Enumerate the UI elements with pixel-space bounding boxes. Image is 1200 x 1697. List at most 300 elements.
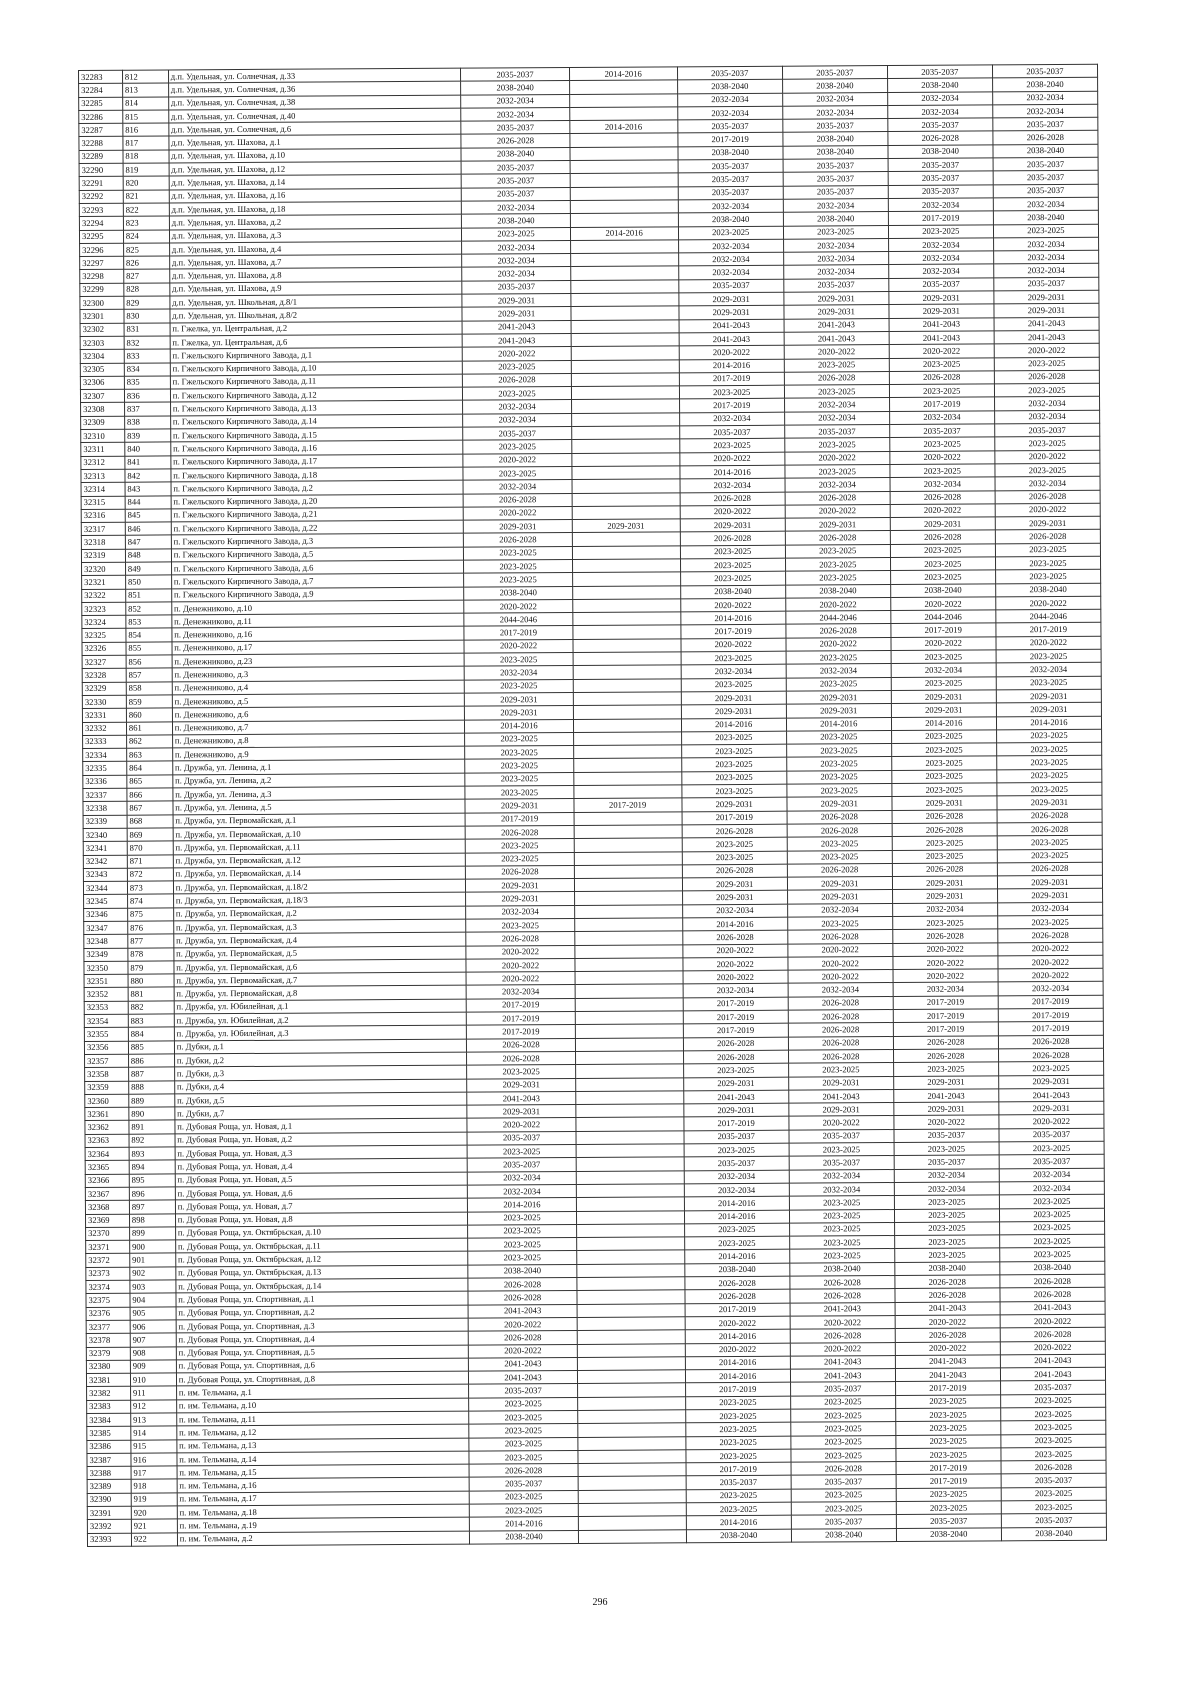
address-cell: п. Дубовая Роща, ул. Октябрьская, д.10 (175, 1225, 468, 1240)
year-period-3-cell: 2035-2037 (684, 1157, 789, 1171)
year-period-1-cell: 2032-2034 (465, 666, 573, 680)
year-period-2-cell (572, 625, 680, 639)
year-period-4-cell: 2041-2043 (790, 1302, 895, 1316)
year-period-2-cell (575, 1091, 683, 1105)
year-period-6-cell: 2032-2034 (993, 104, 1098, 118)
address-cell: п. Дружба, ул. Первомайская, д.5 (174, 946, 467, 961)
year-period-3-cell: 2038-2040 (678, 146, 783, 160)
year-period-3-cell: 2029-2031 (684, 1103, 789, 1117)
year-period-4-cell: 2020-2022 (790, 1342, 895, 1356)
year-period-2-cell (576, 1131, 684, 1145)
year-period-6-cell: 2023-2025 (994, 357, 1099, 371)
year-period-5-cell: 2023-2025 (891, 743, 996, 757)
year-period-6-cell: 2038-2040 (995, 583, 1100, 597)
year-period-6-cell: 2023-2025 (1001, 1421, 1106, 1435)
year-period-6-cell: 2035-2037 (1001, 1474, 1106, 1488)
registry-id-cell: 32355 (84, 1028, 128, 1042)
address-cell: д.п. Удельная, ул. Солнечная, д.36 (168, 81, 461, 96)
year-period-2-cell: 2017-2019 (574, 798, 682, 812)
item-number-cell: 909 (130, 1360, 176, 1374)
address-cell: п. Гжельского Кирпичного Завода, д.5 (171, 547, 464, 562)
year-period-6-cell: 2041-2043 (1000, 1354, 1105, 1368)
item-number-cell: 829 (124, 296, 170, 310)
year-period-3-cell: 2017-2019 (683, 1024, 788, 1038)
year-period-3-cell: 2017-2019 (678, 133, 783, 147)
year-period-4-cell: 2026-2028 (785, 531, 890, 545)
year-period-5-cell: 2032-2034 (888, 198, 993, 212)
year-period-5-cell: 2038-2040 (895, 1262, 1000, 1276)
item-number-cell: 901 (130, 1253, 176, 1267)
year-period-4-cell: 2023-2025 (791, 1448, 896, 1462)
year-period-3-cell: 2032-2034 (683, 984, 788, 998)
address-cell: п. Гжельского Кирпичного Завода, д.20 (171, 494, 464, 509)
year-period-6-cell: 2026-2028 (997, 862, 1102, 876)
year-period-6-cell: 2023-2025 (998, 915, 1103, 929)
year-period-4-cell: 2020-2022 (788, 956, 893, 970)
address-cell: п. Дружба, ул. Юбилейная, д.1 (174, 999, 467, 1014)
year-period-6-cell: 2026-2028 (1000, 1327, 1105, 1341)
year-period-3-cell: 2026-2028 (683, 1050, 788, 1064)
address-cell: д.п. Удельная, ул. Шахова, д.9 (170, 281, 463, 296)
year-period-2-cell (571, 373, 679, 387)
year-period-1-cell: 2026-2028 (470, 1464, 578, 1478)
year-period-2-cell (576, 1170, 684, 1184)
year-period-5-cell: 2023-2025 (894, 1142, 999, 1156)
year-period-2-cell (573, 718, 681, 732)
address-cell: п. Дружба, ул. Первомайская, д.4 (174, 932, 467, 947)
year-period-3-cell: 2017-2019 (683, 1010, 788, 1024)
address-cell: п. Денежниково, д.6 (172, 706, 465, 721)
year-period-2-cell (573, 665, 681, 679)
item-number-cell: 888 (129, 1080, 175, 1094)
year-period-1-cell: 2029-2031 (466, 892, 574, 906)
year-period-2-cell (577, 1397, 685, 1411)
year-period-5-cell: 2029-2031 (894, 1102, 999, 1116)
year-period-4-cell: 2020-2022 (785, 504, 890, 518)
year-period-6-cell: 2023-2025 (997, 782, 1102, 796)
year-period-6-cell: 2020-2022 (995, 503, 1100, 517)
year-period-4-cell: 2035-2037 (789, 1156, 894, 1170)
year-period-4-cell: 2023-2025 (787, 837, 892, 851)
registry-id-cell: 32338 (83, 802, 127, 816)
address-cell: п. Дубовая Роща, ул. Спортивная, д.3 (176, 1318, 469, 1333)
year-period-3-cell: 2017-2019 (686, 1462, 791, 1476)
year-period-2-cell (571, 452, 679, 466)
year-period-6-cell: 2023-2025 (995, 463, 1100, 477)
address-cell: п. Дружба, ул. Ленина, д.2 (173, 773, 466, 788)
year-period-5-cell: 2014-2016 (891, 716, 996, 730)
year-period-1-cell: 2038-2040 (470, 1530, 578, 1544)
year-period-2-cell (576, 1184, 684, 1198)
year-period-2-cell: 2014-2016 (569, 67, 677, 81)
year-period-6-cell: 2026-2028 (998, 929, 1103, 943)
registry-id-cell: 32334 (83, 748, 127, 762)
year-period-4-cell: 2029-2031 (789, 1103, 894, 1117)
year-period-6-cell: 2020-2022 (995, 450, 1100, 464)
year-period-2-cell (573, 745, 681, 759)
year-period-1-cell: 2023-2025 (468, 1224, 576, 1238)
year-period-6-cell: 2023-2025 (1001, 1500, 1106, 1514)
year-period-6-cell: 2029-2031 (997, 875, 1102, 889)
year-period-5-cell: 2023-2025 (896, 1448, 1001, 1462)
year-period-2-cell (574, 931, 682, 945)
year-period-5-cell: 2023-2025 (888, 224, 993, 238)
year-period-5-cell: 2023-2025 (893, 1062, 998, 1076)
address-cell: п. Гжельского Кирпичного Завода, д.15 (170, 427, 463, 442)
address-cell: п. Дубовая Роща, ул. Октябрьская, д.12 (175, 1252, 468, 1267)
year-period-1-cell: 2014-2016 (465, 719, 573, 733)
item-number-cell: 857 (126, 668, 172, 682)
year-period-1-cell: 2026-2028 (466, 825, 574, 839)
address-cell: п. Гжельского Кирпичного Завода, д.13 (170, 401, 463, 416)
registry-id-cell: 32318 (81, 536, 125, 550)
year-period-2-cell: 2014-2016 (570, 226, 678, 240)
year-period-6-cell: 2035-2037 (993, 157, 1098, 171)
year-period-2-cell (570, 293, 678, 307)
year-period-6-cell: 2023-2025 (997, 835, 1102, 849)
year-period-4-cell: 2026-2028 (788, 1050, 893, 1064)
registry-id-cell: 32294 (79, 216, 123, 230)
year-period-3-cell: 2014-2016 (685, 1356, 790, 1370)
year-period-5-cell: 2029-2031 (891, 690, 996, 704)
address-cell: п. Дубки, д.4 (174, 1079, 467, 1094)
year-period-4-cell: 2023-2025 (787, 917, 892, 931)
registry-id-cell: 32376 (86, 1307, 130, 1321)
year-period-4-cell: 2029-2031 (787, 890, 892, 904)
year-period-5-cell: 2023-2025 (894, 1208, 999, 1222)
item-number-cell: 881 (128, 987, 174, 1001)
item-number-cell: 846 (125, 522, 171, 536)
year-period-2-cell (574, 905, 682, 919)
year-period-6-cell: 2023-2025 (996, 676, 1101, 690)
year-period-6-cell: 2041-2043 (1000, 1301, 1105, 1315)
registry-id-cell: 32363 (85, 1134, 129, 1148)
year-period-4-cell: 2023-2025 (786, 651, 891, 665)
registry-id-cell: 32315 (81, 496, 125, 510)
year-period-3-cell: 2023-2025 (680, 558, 785, 572)
year-period-4-cell: 2026-2028 (790, 1329, 895, 1343)
registry-id-cell: 32385 (87, 1426, 131, 1440)
year-period-3-cell: 2017-2019 (682, 811, 787, 825)
year-period-5-cell: 2032-2034 (893, 982, 998, 996)
year-period-4-cell: 2035-2037 (784, 425, 889, 439)
registry-id-cell: 32387 (87, 1453, 131, 1467)
year-period-6-cell: 2032-2034 (993, 250, 1098, 264)
year-period-4-cell: 2026-2028 (784, 371, 889, 385)
address-cell: п. Дубки, д.3 (174, 1065, 467, 1080)
item-number-cell: 877 (128, 934, 174, 948)
address-cell: п. Дубовая Роща, ул. Спортивная, д.8 (176, 1371, 469, 1386)
year-period-4-cell: 2026-2028 (786, 624, 891, 638)
year-period-2-cell (578, 1529, 686, 1543)
year-period-6-cell: 2020-2022 (1000, 1341, 1105, 1355)
year-period-2-cell (569, 107, 677, 121)
year-period-5-cell: 2035-2037 (888, 171, 993, 185)
address-cell: д.п. Удельная, ул. Шахова, д.14 (169, 175, 462, 190)
registry-id-cell: 32343 (83, 868, 127, 882)
year-period-2-cell (573, 758, 681, 772)
registry-id-cell: 32341 (83, 841, 127, 855)
year-period-1-cell: 2023-2025 (463, 360, 571, 374)
year-period-5-cell: 2029-2031 (893, 1075, 998, 1089)
year-period-1-cell: 2041-2043 (467, 1091, 575, 1105)
year-period-2-cell (577, 1357, 685, 1371)
year-period-1-cell: 2032-2034 (467, 985, 575, 999)
item-number-cell: 921 (131, 1519, 177, 1533)
year-period-1-cell: 2020-2022 (466, 958, 574, 972)
year-period-5-cell: 2029-2031 (892, 876, 997, 890)
year-period-2-cell (571, 426, 679, 440)
address-cell: п. им. Тельмана, д.12 (177, 1424, 470, 1439)
year-period-4-cell: 2020-2022 (789, 1116, 894, 1130)
year-period-1-cell: 2041-2043 (469, 1371, 577, 1385)
year-period-5-cell: 2038-2040 (896, 1528, 1001, 1542)
year-period-3-cell: 2017-2019 (679, 399, 784, 413)
year-period-3-cell: 2035-2037 (678, 173, 783, 187)
registry-id-cell: 32359 (85, 1081, 129, 1095)
year-period-4-cell: 2029-2031 (786, 704, 891, 718)
item-number-cell: 894 (129, 1160, 175, 1174)
year-period-2-cell (578, 1463, 686, 1477)
year-period-4-cell: 2023-2025 (791, 1488, 896, 1502)
item-number-cell: 838 (124, 416, 170, 430)
year-period-6-cell: 2023-2025 (997, 769, 1102, 783)
registry-id-cell: 32300 (80, 296, 124, 310)
year-period-4-cell: 2020-2022 (785, 451, 890, 465)
item-number-cell: 918 (131, 1479, 177, 1493)
address-cell: д.п. Удельная, ул. Шахова, д.16 (169, 188, 462, 203)
year-period-6-cell: 2023-2025 (999, 1141, 1104, 1155)
year-period-5-cell: 2029-2031 (891, 703, 996, 717)
registry-id-cell: 32393 (87, 1533, 131, 1547)
year-period-6-cell: 2020-2022 (994, 344, 1099, 358)
item-number-cell: 824 (123, 230, 169, 244)
year-period-1-cell: 2029-2031 (467, 1105, 575, 1119)
registry-id-cell: 32310 (81, 429, 125, 443)
year-period-2-cell (575, 1024, 683, 1038)
year-period-5-cell: 2029-2031 (889, 291, 994, 305)
address-cell: п. им. Тельмана, д.18 (177, 1504, 470, 1519)
year-period-2-cell (577, 1303, 685, 1317)
year-period-6-cell: 2038-2040 (993, 144, 1098, 158)
year-period-3-cell: 2020-2022 (683, 944, 788, 958)
year-period-6-cell: 2023-2025 (1001, 1487, 1106, 1501)
year-period-5-cell: 2023-2025 (889, 384, 994, 398)
item-number-cell: 836 (124, 389, 170, 403)
year-period-5-cell: 2026-2028 (890, 530, 995, 544)
registry-id-cell: 32309 (81, 416, 125, 430)
year-period-2-cell (570, 266, 678, 280)
item-number-cell: 880 (128, 974, 174, 988)
year-period-4-cell: 2032-2034 (783, 238, 888, 252)
year-period-2-cell (573, 639, 681, 653)
year-period-1-cell: 2032-2034 (461, 107, 569, 121)
year-period-3-cell: 2017-2019 (679, 372, 784, 386)
year-period-1-cell: 2023-2025 (463, 466, 571, 480)
item-number-cell: 895 (129, 1174, 175, 1188)
year-period-4-cell: 2026-2028 (790, 1289, 895, 1303)
year-period-3-cell: 2023-2025 (679, 385, 784, 399)
year-period-2-cell (575, 1064, 683, 1078)
year-period-2-cell (572, 479, 680, 493)
registry-body (79, 64, 1107, 1546)
year-period-4-cell: 2032-2034 (789, 1182, 894, 1196)
housing-registry-table (78, 64, 1107, 1547)
year-period-4-cell: 2023-2025 (790, 1409, 895, 1423)
year-period-2-cell (577, 1290, 685, 1304)
year-period-3-cell: 2014-2016 (681, 611, 786, 625)
year-period-4-cell: 2029-2031 (784, 292, 889, 306)
year-period-4-cell: 2023-2025 (790, 1395, 895, 1409)
item-number-cell: 826 (123, 256, 169, 270)
registry-id-cell: 32317 (81, 522, 125, 536)
year-period-3-cell: 2020-2022 (683, 957, 788, 971)
year-period-3-cell: 2023-2025 (680, 571, 785, 585)
year-period-3-cell: 2026-2028 (682, 864, 787, 878)
address-cell: п. Гжелка, ул. Центральная, д.2 (170, 321, 463, 336)
year-period-2-cell (573, 785, 681, 799)
address-cell: п. Дубки, д.7 (175, 1105, 468, 1120)
year-period-6-cell: 2026-2028 (998, 1048, 1103, 1062)
year-period-6-cell: 2044-2046 (996, 609, 1101, 623)
year-period-4-cell: 2035-2037 (782, 66, 887, 80)
year-period-3-cell: 2023-2025 (681, 771, 786, 785)
year-period-1-cell: 2026-2028 (467, 1051, 575, 1065)
year-period-5-cell: 2032-2034 (888, 238, 993, 252)
year-period-6-cell: 2029-2031 (995, 516, 1100, 530)
item-number-cell: 848 (125, 549, 171, 563)
year-period-5-cell: 2041-2043 (889, 331, 994, 345)
year-period-1-cell: 2026-2028 (464, 493, 572, 507)
year-period-5-cell: 2041-2043 (895, 1355, 1000, 1369)
year-period-1-cell: 2023-2025 (470, 1504, 578, 1518)
year-period-2-cell (569, 80, 677, 94)
year-period-2-cell (572, 492, 680, 506)
year-period-2-cell (571, 399, 679, 413)
year-period-3-cell: 2032-2034 (681, 665, 786, 679)
address-cell: п. Денежниково, д.8 (172, 733, 465, 748)
registry-id-cell: 32330 (82, 695, 126, 709)
item-number-cell: 902 (130, 1267, 176, 1281)
year-period-4-cell: 2041-2043 (790, 1355, 895, 1369)
year-period-2-cell (577, 1370, 685, 1384)
registry-id-cell: 32367 (85, 1187, 129, 1201)
year-period-2-cell (575, 1037, 683, 1051)
registry-id-cell: 32351 (84, 974, 128, 988)
year-period-6-cell: 2023-2025 (994, 383, 1099, 397)
registry-id-cell: 32333 (83, 735, 127, 749)
registry-id-cell: 32335 (83, 762, 127, 776)
registry-id-cell: 32365 (85, 1161, 129, 1175)
year-period-1-cell: 2023-2025 (463, 440, 571, 454)
year-period-4-cell: 2023-2025 (791, 1502, 896, 1516)
year-period-6-cell: 2020-2022 (996, 636, 1101, 650)
year-period-4-cell: 2032-2034 (783, 265, 888, 279)
year-period-5-cell: 2041-2043 (894, 1089, 999, 1103)
year-period-3-cell: 2023-2025 (685, 1409, 790, 1423)
year-period-1-cell: 2029-2031 (467, 1078, 575, 1092)
year-period-4-cell: 2032-2034 (782, 92, 887, 106)
year-period-4-cell: 2023-2025 (789, 1143, 894, 1157)
year-period-6-cell: 2023-2025 (997, 756, 1102, 770)
registry-id-cell: 32353 (84, 1001, 128, 1015)
year-period-1-cell: 2026-2028 (468, 1291, 576, 1305)
year-period-3-cell: 2026-2028 (682, 824, 787, 838)
address-cell: п. Дубовая Роща, ул. Октябрьская, д.13 (176, 1265, 469, 1280)
address-cell: п. Денежниково, д.3 (172, 667, 465, 682)
address-cell: п. Дружба, ул. Первомайская, д.3 (173, 919, 466, 934)
registry-id-cell: 32344 (83, 881, 127, 895)
year-period-5-cell: 2035-2037 (888, 118, 993, 132)
year-period-4-cell: 2023-2025 (785, 438, 890, 452)
registry-id-cell: 32382 (87, 1387, 131, 1401)
registry-id-cell: 32285 (79, 97, 123, 111)
year-period-1-cell: 2041-2043 (469, 1357, 577, 1371)
registry-id-cell: 32360 (85, 1094, 129, 1108)
registry-id-cell: 32332 (82, 722, 126, 736)
year-period-5-cell: 2032-2034 (894, 1169, 999, 1183)
registry-id-cell: 32368 (85, 1200, 129, 1214)
item-number-cell: 813 (122, 83, 168, 97)
year-period-5-cell: 2017-2019 (891, 623, 996, 637)
registry-id-cell: 32377 (86, 1320, 130, 1334)
item-number-cell: 823 (123, 216, 169, 230)
address-cell: п. Гжельского Кирпичного Завода, д.3 (171, 534, 464, 549)
year-period-6-cell: 2032-2034 (992, 91, 1097, 105)
year-period-2-cell (577, 1343, 685, 1357)
year-period-1-cell: 2023-2025 (469, 1437, 577, 1451)
year-period-6-cell: 2041-2043 (1000, 1367, 1105, 1381)
year-period-2-cell (576, 1197, 684, 1211)
registry-id-cell: 32392 (87, 1520, 131, 1534)
address-cell: п. Дружба, ул. Первомайская, д.8 (174, 986, 467, 1001)
address-cell: п. Дружба, ул. Первомайская, д.7 (174, 972, 467, 987)
year-period-2-cell (569, 133, 677, 147)
year-period-3-cell: 2020-2022 (685, 1316, 790, 1330)
registry-id-cell: 32292 (79, 190, 123, 204)
year-period-5-cell: 2026-2028 (893, 1049, 998, 1063)
year-period-6-cell: 2026-2028 (995, 490, 1100, 504)
item-number-cell: 917 (131, 1466, 177, 1480)
year-period-6-cell: 2017-2019 (998, 1008, 1103, 1022)
item-number-cell: 897 (129, 1200, 175, 1214)
address-cell: п. Денежниково, д.17 (172, 640, 465, 655)
year-period-1-cell: 2023-2025 (468, 1211, 576, 1225)
year-period-3-cell: 2026-2028 (682, 930, 787, 944)
year-period-5-cell: 2035-2037 (889, 278, 994, 292)
year-period-4-cell: 2020-2022 (786, 637, 891, 651)
year-period-3-cell: 2023-2025 (686, 1502, 791, 1516)
year-period-4-cell: 2035-2037 (784, 278, 889, 292)
year-period-1-cell: 2023-2025 (465, 772, 573, 786)
address-cell: п. Дубовая Роща, ул. Октябрьская, д.11 (175, 1238, 468, 1253)
registry-id-cell: 32383 (87, 1400, 131, 1414)
registry-id-cell: 32313 (81, 469, 125, 483)
year-period-5-cell: 2029-2031 (892, 889, 997, 903)
item-number-cell: 865 (127, 775, 173, 789)
address-cell: п. Дубовая Роща, ул. Спортивная, д.5 (176, 1345, 469, 1360)
year-period-5-cell: 2017-2019 (896, 1461, 1001, 1475)
year-period-4-cell: 2032-2034 (784, 398, 889, 412)
year-period-6-cell: 2029-2031 (996, 703, 1101, 717)
year-period-6-cell: 2026-2028 (994, 370, 1099, 384)
registry-id-cell: 32306 (80, 376, 124, 390)
year-period-3-cell: 2023-2025 (681, 758, 786, 772)
item-number-cell: 905 (130, 1307, 176, 1321)
registry-id-cell: 32302 (80, 323, 124, 337)
year-period-4-cell: 2032-2034 (782, 105, 887, 119)
year-period-6-cell: 2014-2016 (996, 716, 1101, 730)
